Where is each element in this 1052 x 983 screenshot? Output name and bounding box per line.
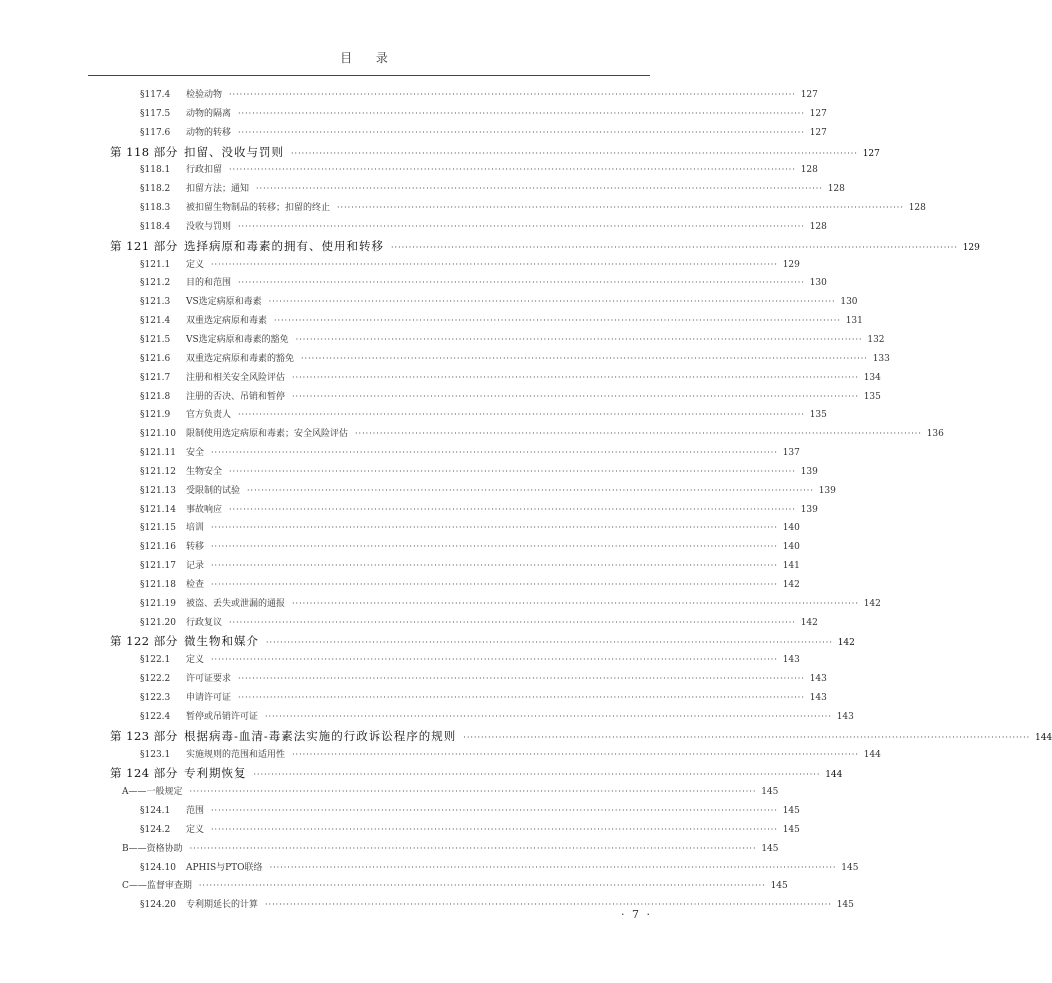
toc-section-entry: [110, 595, 881, 614]
dot-leader: ································································································································································: [238, 221, 805, 231]
dot-leader: ································································································································································: [463, 732, 1031, 742]
toc-entry-page: 136: [926, 429, 944, 440]
toc-entry-number: §121.15: [140, 523, 176, 534]
toc-section-entry: [110, 105, 827, 124]
dot-leader: ································································································································································: [265, 711, 832, 721]
toc-section-entry: [110, 746, 881, 765]
toc-subpart-entry: [110, 783, 779, 802]
toc-entry-title: 申请许可证: [186, 693, 232, 703]
toc-entry-number: 第 122 部分: [110, 634, 178, 649]
toc-entry-title: 被扣留生物制品的转移；扣留的终止: [186, 203, 331, 214]
toc-entry-title: 安全: [186, 448, 205, 459]
dot-leader: ································································································································································: [247, 485, 814, 495]
toc-entry-page: 142: [782, 579, 800, 590]
dot-leader: ································································································································································: [291, 148, 858, 158]
toc-subpart-entry: [110, 840, 779, 859]
table-of-contents: [110, 86, 1052, 915]
toc-entry-title: VS选定病原和毒素的豁免: [186, 334, 289, 345]
toc-entry-number: §118.4: [140, 221, 171, 232]
dot-leader: ································································································································································: [301, 353, 868, 363]
toc-entry-number: §121.13: [140, 485, 176, 496]
toc-entry-number: §121.6: [140, 353, 171, 364]
toc-section-entry: [110, 293, 858, 312]
toc-entry-number: 第 123 部分: [110, 728, 178, 743]
toc-entry-number: §124.20: [140, 900, 176, 911]
toc-entry-title: 双重选定病原和毒素: [186, 316, 268, 327]
toc-entry-page: 143: [809, 674, 827, 685]
toc-entry-page: 135: [863, 391, 881, 402]
dot-leader: ································································································································································: [295, 334, 863, 344]
dot-leader: ································································································································································: [238, 127, 805, 137]
toc-entry-title: 扣留方法；通知: [186, 184, 250, 195]
toc-entry-number: §121.14: [140, 504, 176, 515]
toc-entry-title: 培训: [186, 523, 205, 534]
toc-entry-page: 127: [809, 108, 827, 119]
toc-part-entry: [110, 143, 880, 162]
toc-entry-number: §123.1: [140, 749, 171, 760]
dot-leader: ································································································································································: [238, 278, 805, 288]
toc-entry-number: §122.1: [140, 655, 171, 666]
toc-entry-page: 139: [800, 466, 818, 477]
toc-section-entry: [110, 463, 818, 482]
toc-section-entry: [110, 557, 800, 576]
toc-section-entry: [110, 256, 800, 275]
dot-leader: ································································································································································: [229, 165, 796, 175]
toc-section-entry: [110, 538, 800, 557]
toc-entry-number: §122.3: [140, 693, 171, 703]
toc-section-entry: [110, 614, 818, 633]
toc-entry-page: 134: [863, 372, 881, 383]
toc-entry-title: 注册和相关安全风险评估: [186, 372, 286, 383]
toc-entry-number: §124.10: [140, 862, 176, 873]
toc-entry-number: §121.16: [140, 542, 176, 553]
toc-section-entry: [110, 425, 944, 444]
dot-leader: ································································································································································: [238, 674, 805, 684]
toc-entry-title: 定义: [186, 655, 205, 666]
dot-leader: ································································································································································: [198, 881, 766, 891]
dot-leader: ································································································································································: [238, 693, 805, 702]
page-header: [88, 47, 650, 76]
toc-entry-title: 生物安全: [186, 466, 223, 477]
dot-leader: ································································································································································: [292, 749, 859, 759]
dot-leader: ································································································································································: [292, 372, 859, 382]
dot-leader: ································································································································································: [274, 316, 841, 326]
toc-entry-number: 第 121 部分: [110, 238, 178, 253]
toc-entry-page: 133: [872, 353, 890, 364]
toc-entry-number: 第 124 部分: [110, 766, 178, 781]
toc-entry-page: 140: [782, 523, 800, 534]
toc-entry-page: 145: [761, 843, 779, 854]
toc-entry-title: 检查: [186, 579, 205, 590]
toc-entry-title: 选择病原和毒素的拥有、使用和转移: [184, 238, 384, 253]
dot-leader: ································································································································································: [238, 410, 805, 420]
dot-leader: ································································································································································: [292, 391, 859, 401]
header-title: 目 录: [340, 51, 398, 65]
toc-entry-page: 135: [809, 410, 827, 421]
toc-section-entry: [110, 86, 818, 105]
dot-leader: ································································································································································: [292, 598, 859, 608]
toc-entry-number: §121.11: [140, 448, 176, 459]
toc-entry-page: 128: [908, 203, 926, 214]
toc-section-entry: [110, 670, 827, 689]
toc-section-entry: [110, 388, 881, 407]
toc-entry-page: 132: [867, 334, 885, 345]
toc-entry-number: §121.19: [140, 598, 176, 609]
toc-entry-title: 许可证要求: [186, 674, 232, 685]
toc-section-entry: [110, 199, 926, 218]
toc-entry-page: 127: [809, 127, 827, 138]
toc-entry-page: 143: [836, 711, 854, 722]
toc-entry-title: 记录: [186, 561, 205, 572]
toc-entry-number: §118.1: [140, 165, 171, 176]
toc-part-entry: [110, 727, 1052, 746]
toc-entry-title: 双重选定病原和毒素的豁免: [186, 353, 295, 364]
toc-section-entry: [110, 519, 800, 538]
toc-entry-title: 没收与罚则: [186, 221, 232, 232]
dot-leader: ································································································································································: [269, 862, 837, 872]
toc-entry-page: 127: [862, 148, 880, 159]
toc-entry-title: 动物的转移: [186, 127, 232, 138]
dot-leader: ································································································································································: [211, 579, 778, 589]
toc-entry-page: 129: [962, 242, 980, 253]
toc-entry-title: 专利期延长的计算: [186, 900, 259, 911]
toc-section-entry: [110, 350, 890, 369]
toc-entry-number: §117.6: [140, 127, 171, 138]
dot-leader: ································································································································································: [253, 770, 821, 780]
dot-leader: ································································································································································: [229, 466, 796, 476]
toc-entry-title: 检验动物: [186, 90, 223, 100]
toc-section-entry: [110, 651, 800, 670]
toc-entry-title: 定义: [186, 824, 205, 835]
dot-leader: ································································································································································: [211, 259, 778, 269]
dot-leader: ································································································································································: [268, 297, 836, 307]
toc-entry-page: 142: [837, 638, 855, 649]
toc-section-entry: [110, 124, 827, 143]
page-number: · 7 ·: [621, 908, 652, 921]
toc-section-entry: [110, 312, 863, 331]
toc-section-entry: [110, 689, 827, 708]
toc-entry-page: 145: [782, 824, 800, 835]
toc-entry-page: 144: [863, 749, 881, 760]
toc-entry-number: §122.2: [140, 674, 171, 685]
toc-entry-number: §121.2: [140, 278, 171, 289]
toc-entry-number: 第 118 部分: [110, 144, 178, 159]
dot-leader: ································································································································································: [229, 617, 796, 627]
toc-entry-title: APHIS与PTO联络: [186, 862, 263, 873]
toc-section-entry: [110, 501, 818, 520]
toc-entry-number: §121.17: [140, 561, 176, 572]
toc-entry-number: §117.4: [140, 90, 171, 100]
dot-leader: ································································································································································: [391, 242, 958, 252]
toc-entry-page: 131: [845, 316, 863, 327]
toc-section-entry: [110, 444, 800, 463]
toc-section-entry: [110, 274, 827, 293]
toc-entry-title: A——一般规定: [122, 787, 183, 798]
toc-entry-number: §121.4: [140, 316, 171, 327]
dot-leader: ································································································································································: [266, 638, 833, 648]
toc-entry-page: 145: [761, 787, 779, 798]
toc-entry-title: 限制使用选定病原和毒素；安全风险评估: [186, 429, 349, 440]
dot-leader: ································································································································································: [211, 655, 778, 665]
toc-section-entry: [110, 821, 800, 840]
toc-entry-number: §121.8: [140, 391, 171, 402]
toc-entry-number: §121.9: [140, 410, 171, 421]
dot-leader: ································································································································································: [256, 184, 823, 194]
toc-entry-number: §124.1: [140, 806, 171, 817]
toc-entry-title: 转移: [186, 542, 205, 553]
toc-entry-title: 根据病毒-血清-毒素法实施的行政诉讼程序的规则: [184, 728, 457, 743]
toc-entry-number: §121.7: [140, 372, 171, 383]
dot-leader: ································································································································································: [211, 448, 778, 458]
toc-entry-page: 142: [800, 617, 818, 628]
toc-entry-title: 受限制的试验: [186, 485, 241, 496]
toc-entry-page: 130: [840, 297, 858, 308]
toc-section-entry: [110, 406, 827, 425]
toc-entry-title: 扣留、没收与罚则: [184, 144, 284, 159]
toc-entry-title: 范围: [186, 806, 205, 817]
toc-entry-page: 130: [809, 278, 827, 289]
toc-section-entry: [110, 331, 885, 350]
toc-entry-page: 145: [770, 881, 788, 892]
toc-entry-page: 128: [800, 165, 818, 176]
toc-entry-number: §121.3: [140, 297, 171, 308]
dot-leader: ································································································································································: [265, 900, 832, 910]
toc-entry-number: §118.2: [140, 184, 171, 195]
toc-entry-page: 128: [827, 184, 845, 195]
toc-entry-title: 动物的隔离: [186, 108, 232, 119]
dot-leader: ································································································································································: [211, 561, 778, 571]
toc-section-entry: [110, 218, 827, 237]
toc-section-entry: [110, 369, 881, 388]
toc-entry-page: 137: [782, 448, 800, 459]
toc-entry-number: §124.2: [140, 824, 171, 835]
toc-entry-page: 143: [782, 655, 800, 666]
dot-leader: ································································································································································: [229, 90, 796, 99]
dot-leader: ································································································································································: [211, 806, 778, 816]
toc-entry-number: §121.12: [140, 466, 176, 477]
toc-section-entry: [110, 708, 854, 727]
toc-section-entry: [110, 859, 859, 878]
toc-entry-title: C——监督审查期: [122, 881, 192, 892]
toc-entry-title: B——资格协助: [122, 843, 183, 854]
toc-entry-number: §121.1: [140, 259, 171, 270]
toc-entry-title: 行政扣留: [186, 165, 223, 176]
toc-entry-page: 139: [800, 504, 818, 515]
toc-entry-number: §117.5: [140, 108, 171, 119]
toc-entry-title: 暂停或吊销许可证: [186, 711, 259, 722]
toc-section-entry: [110, 576, 800, 595]
toc-section-entry: [110, 161, 818, 180]
toc-entry-title: 定义: [186, 259, 205, 270]
toc-section-entry: [110, 180, 845, 199]
dot-leader: ································································································································································: [211, 824, 778, 834]
toc-entry-number: §121.18: [140, 579, 176, 590]
toc-subpart-entry: [110, 877, 788, 896]
toc-entry-title: 专利期恢复: [184, 766, 247, 781]
toc-entry-page: 145: [782, 806, 800, 817]
toc-part-entry: [110, 237, 980, 256]
dot-leader: ································································································································································: [337, 203, 904, 213]
toc-entry-number: §121.10: [140, 429, 176, 440]
dot-leader: ································································································································································: [211, 523, 778, 533]
toc-entry-title: 注册的否决、吊销和暂停: [186, 391, 286, 402]
toc-entry-page: 144: [1034, 732, 1052, 743]
toc-entry-title: VS选定病原和毒素: [186, 297, 262, 308]
toc-entry-title: 被盗、丢失或泄漏的通报: [186, 598, 286, 609]
toc-entry-number: §121.20: [140, 617, 176, 628]
toc-entry-title: 微生物和媒介: [184, 634, 259, 649]
toc-entry-page: 127: [800, 90, 818, 100]
dot-leader: ································································································································································: [189, 843, 757, 853]
toc-entry-page: 129: [782, 259, 800, 270]
toc-entry-page: 128: [809, 221, 827, 232]
dot-leader: ································································································································································: [238, 108, 805, 118]
toc-entry-title: 实施规则的范围和适用性: [186, 749, 286, 760]
dot-leader: ································································································································································: [229, 504, 796, 514]
toc-section-entry: [110, 802, 800, 821]
toc-entry-title: 官方负责人: [186, 410, 232, 421]
toc-entry-page: 142: [863, 598, 881, 609]
dot-leader: ································································································································································: [211, 542, 778, 552]
toc-entry-number: §121.5: [140, 334, 171, 345]
dot-leader: ································································································································································: [355, 429, 922, 439]
toc-entry-page: 144: [825, 770, 843, 781]
toc-entry-page: 145: [836, 900, 854, 911]
toc-entry-number: §122.4: [140, 711, 171, 722]
toc-section-entry: [110, 482, 836, 501]
toc-entry-page: 141: [782, 561, 800, 572]
dot-leader: ································································································································································: [189, 787, 757, 797]
toc-entry-title: 目的和范围: [186, 278, 232, 289]
toc-entry-title: 事故响应: [186, 504, 223, 515]
toc-entry-number: §118.3: [140, 203, 171, 214]
toc-part-entry: [110, 764, 843, 783]
toc-entry-title: 行政复议: [186, 617, 223, 628]
toc-entry-page: 139: [818, 485, 836, 496]
toc-entry-page: 145: [841, 862, 859, 873]
toc-part-entry: [110, 632, 855, 651]
toc-entry-page: 140: [782, 542, 800, 553]
toc-entry-page: 143: [809, 693, 827, 703]
